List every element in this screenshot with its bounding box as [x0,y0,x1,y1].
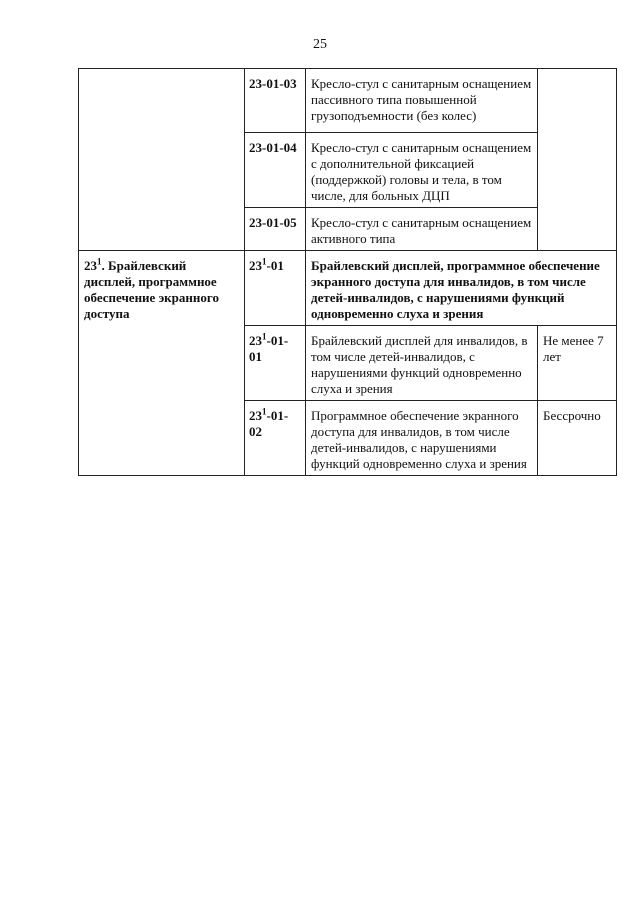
table-row [79,251,617,326]
item-code: $23^1-01-01$ [245,326,306,401]
item-term: Не менее 7 лет [538,326,617,401]
group-name: Брайлевский дисплей, программное обеспечение экранного доступа для инвалидов, в том числе детей-инвалидов, с нарушениями функций одновременно слуха и зрения [306,251,617,326]
section-number-sup: 1 [97,256,102,267]
item-code: 23-01-04 [245,133,306,208]
item-name: Кресло-стул с санитарным оснащением с дополнительной фиксацией (поддержкой) головы и тела, в том числе, для больных ДЦП [306,133,538,208]
item-name: Кресло-стул с санитарным оснащением пассивного типа повышенной грузоподъемности (без колес) [306,69,538,133]
item-term: Бессрочно [538,401,617,476]
page-number: 25 [313,37,327,52]
item-code: 23-01-03 [245,69,306,133]
section-title-text: . Брайлевский дисплей, программное обеспечение экранного доступа [84,258,219,321]
item-name: Кресло-стул с санитарным оснащением активного типа [306,208,538,251]
table-row [79,69,617,133]
category-cell-empty [79,69,245,251]
section-number: 23 [84,258,97,273]
section-title [79,251,245,476]
registry-table [78,68,617,476]
term-cell-empty [538,69,617,251]
item-name: Брайлевский дисплей для инвалидов, в том числе детей-инвалидов, с нарушениями функций одновременно слуха и зрения [306,326,538,401]
group-code: $23^1-01$ [245,251,306,326]
item-name: Программное обеспечение экранного доступа для инвалидов, в том числе детей-инвалидов, с нарушениями функций одновременно слуха и зрения [306,401,538,476]
item-code: 23-01-05 [245,208,306,251]
item-code: $23^1-01-02$ [245,401,306,476]
